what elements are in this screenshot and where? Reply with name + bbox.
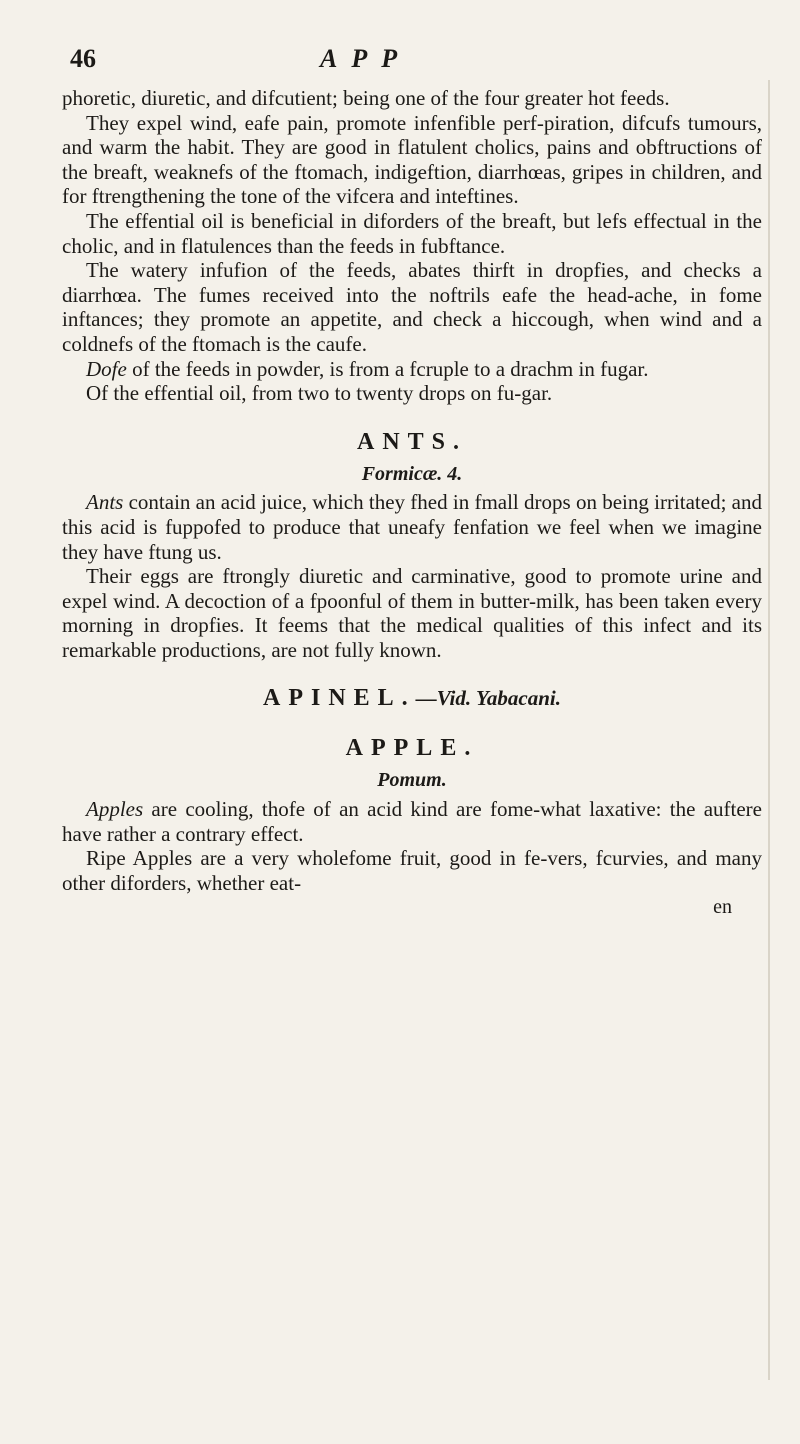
intro-text: phoretic, diuretic, and difcutient; being one of the four greater hot feeds. — [62, 86, 670, 110]
paragraph: The watery infufion of the feeds, abates thirft in dropfies, and checks a diarrhœa. The fumes received into the noftrils eafe the head-ache, in fome inftances; they promote an appetite, and check a hiccough, when wind and a coldnefs of the ftomach is the caufe. — [62, 258, 762, 356]
dose-text: of the feeds in powder, is from a fcruple to a drachm in fugar. — [126, 356, 649, 381]
apinel-title: APINEL. — [263, 685, 416, 712]
latin-name: Pomum. — [377, 769, 447, 792]
entry-heading-ants: ANTS. — [356, 428, 468, 455]
paragraph: They expel wind, eafe pain, promote infenfible perf-piration, difcufs tumours, and warm the habit. They are good in flatulent cholics, pains and obftructions of the breaft, weaknefs of the ftomach, indigeftion, diarrhœas, gripes in children, and for ftrengthening the tone of the vifcera and inteftines. — [62, 110, 762, 209]
dose-paragraph — [62, 357, 762, 382]
running-head: APP — [320, 44, 412, 73]
page-header — [70, 44, 770, 84]
entry-heading-apple: APPLE. — [345, 735, 479, 762]
paragraph: Of the effential oil, from two to twenty drops on fu-gar. — [86, 381, 553, 406]
paragraph: Their eggs are ftrongly diuretic and carminative, good to promote urine and expel wind. A decoction of a fpoonful of them in butter-milk, has been taken every morning in dropfies. It feems that the medical qualities of this infect and its remarkable productions, are not fully known. — [62, 564, 762, 662]
paragraph — [62, 797, 762, 846]
paragraph — [62, 490, 762, 564]
gutter-edge — [768, 80, 770, 1380]
paragraph: The effential oil is beneficial in diforders of the breaft, but lefs effectual in the cholic, and in flatulences than the feeds in fubftance. — [62, 208, 762, 258]
entry-text: contain an acid juice, which they fhed in fmall drops on being irritated; and this acid is fuppofed to produce that uneafy fenfation we feel when we imagine they have ftung us. — [62, 490, 762, 564]
latin-name: Formicæ. 4. — [361, 462, 463, 485]
page-body — [62, 86, 762, 920]
dose-lead: Dofe — [86, 356, 127, 381]
entry-lead: Ants — [86, 490, 124, 515]
entry-heading-apinel — [62, 684, 762, 712]
paragraph: Ripe Apples are a very wholefome fruit, good in fe-vers, fcurvies, and many other diforders, whether eat- — [62, 846, 762, 895]
entry-lead: Apples — [86, 797, 144, 822]
cross-reference: —Vid. Yabacani. — [415, 686, 561, 711]
entry-text: are cooling, thofe of an acid kind are fome-what laxative: the auftere have rather a contrary effect. — [62, 797, 762, 846]
catchword: en — [713, 896, 732, 919]
page-number: 46 — [70, 44, 96, 73]
